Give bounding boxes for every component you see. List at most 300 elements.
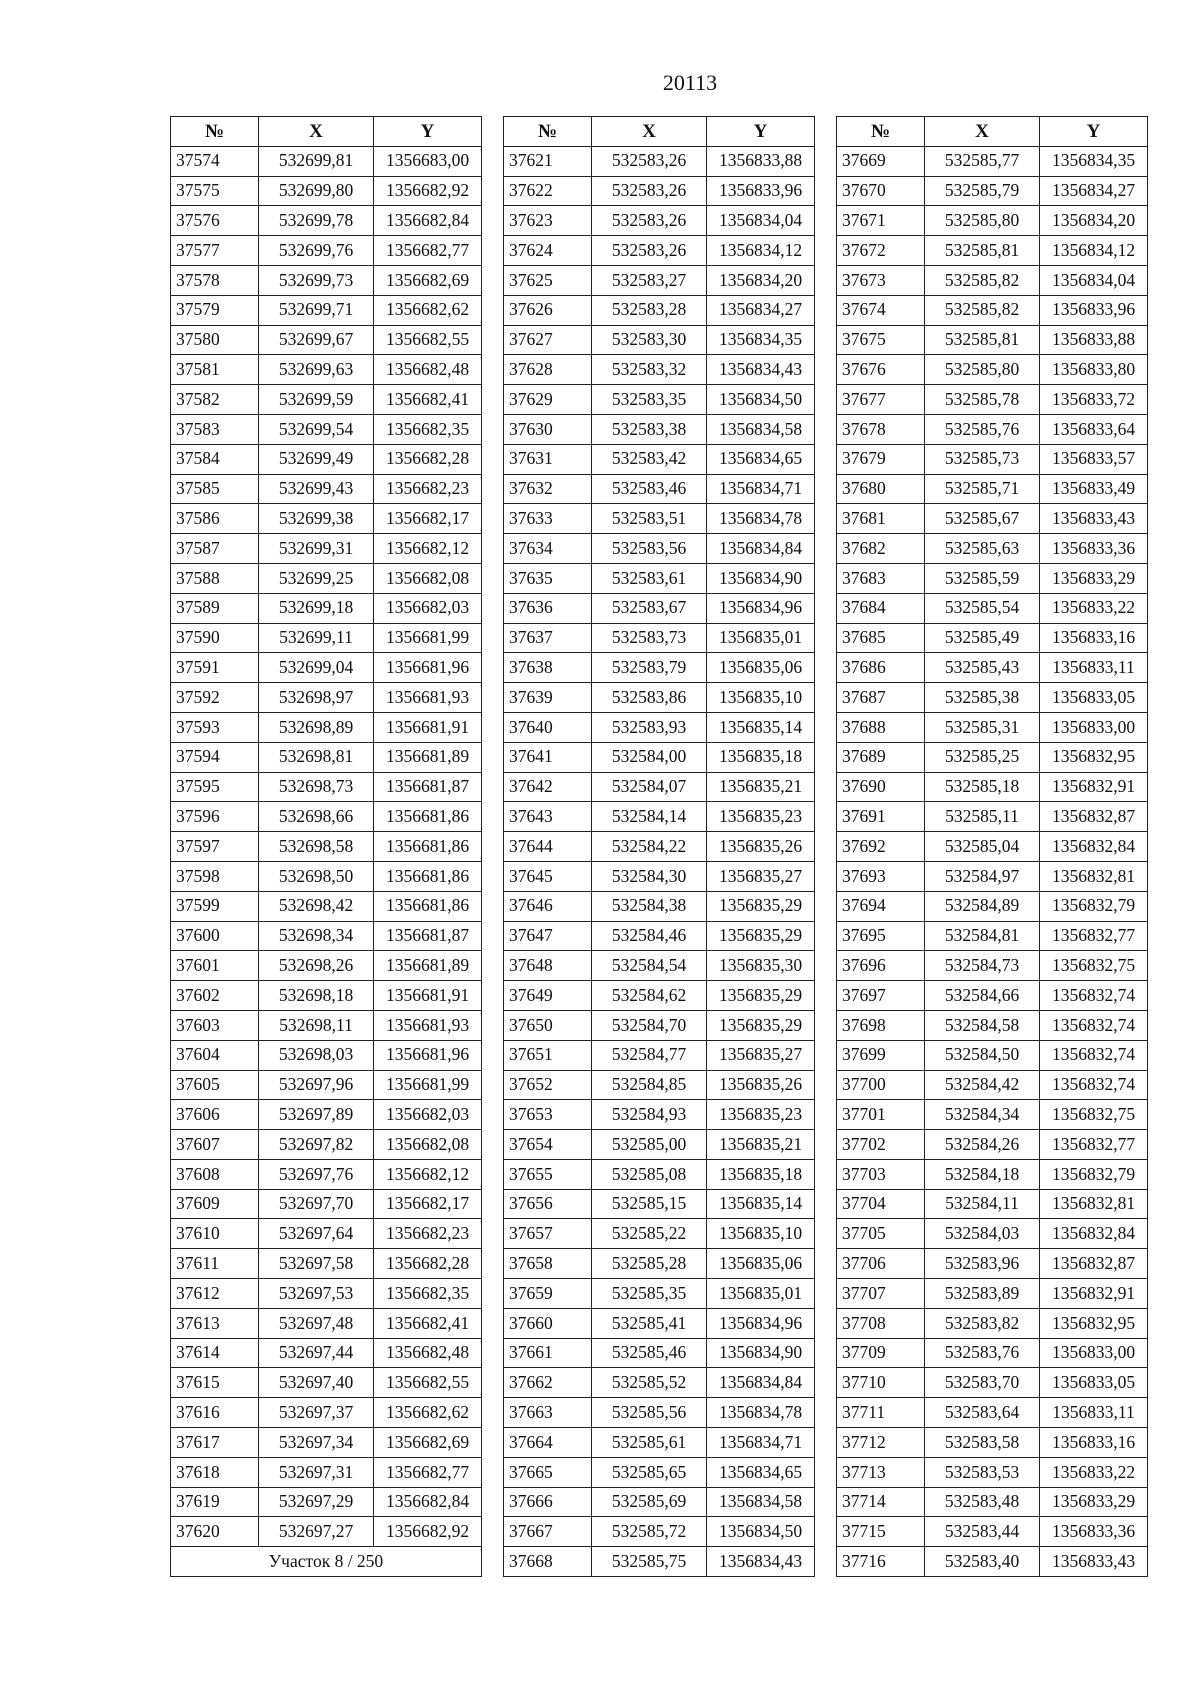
y-coordinate-cell: 1356835,14 [707, 1189, 815, 1219]
x-coordinate-cell: 532697,34 [259, 1428, 374, 1458]
y-coordinate-cell: 1356682,23 [374, 474, 482, 504]
point-number-cell: 37712 [837, 1428, 925, 1458]
point-number-cell: 37648 [504, 951, 592, 981]
point-number-cell: 37700 [837, 1070, 925, 1100]
point-number-cell: 37599 [171, 891, 259, 921]
x-coordinate-cell: 532583,64 [925, 1398, 1040, 1428]
y-coordinate-cell: 1356833,05 [1040, 1368, 1148, 1398]
table-header-row [837, 117, 1148, 147]
table-row [504, 832, 815, 862]
table-row [504, 1100, 815, 1130]
point-number-cell: 37656 [504, 1189, 592, 1219]
y-coordinate-cell: 1356834,96 [707, 593, 815, 623]
x-coordinate-cell: 532583,93 [592, 712, 707, 742]
point-number-cell: 37667 [504, 1517, 592, 1547]
x-coordinate-cell: 532697,64 [259, 1219, 374, 1249]
x-coordinate-cell: 532698,89 [259, 712, 374, 742]
x-coordinate-cell: 532585,54 [925, 593, 1040, 623]
page-number: 20113 [662, 70, 718, 95]
x-coordinate-cell: 532697,29 [259, 1487, 374, 1517]
point-number-cell: 37702 [837, 1130, 925, 1160]
table-row [504, 981, 815, 1011]
table-row [504, 653, 815, 683]
x-coordinate-cell: 532583,89 [925, 1279, 1040, 1309]
table-row [504, 891, 815, 921]
table-row [504, 1279, 815, 1309]
table-row [837, 951, 1148, 981]
point-number-cell: 37672 [837, 236, 925, 266]
table-row [504, 504, 815, 534]
table-row [837, 206, 1148, 236]
table-row [504, 1249, 815, 1279]
point-number-cell: 37619 [171, 1487, 259, 1517]
y-coordinate-cell: 1356832,95 [1040, 742, 1148, 772]
point-number-cell: 37601 [171, 951, 259, 981]
table-row [171, 146, 482, 176]
table-row [837, 355, 1148, 385]
x-coordinate-cell: 532697,31 [259, 1457, 374, 1487]
point-number-cell: 37617 [171, 1428, 259, 1458]
x-coordinate-cell: 532585,80 [925, 355, 1040, 385]
x-coordinate-cell: 532584,42 [925, 1070, 1040, 1100]
point-number-cell: 37627 [504, 325, 592, 355]
point-number-cell: 37687 [837, 683, 925, 713]
table-row [504, 563, 815, 593]
table-row [504, 1159, 815, 1189]
point-number-cell: 37716 [837, 1547, 925, 1577]
point-number-cell: 37584 [171, 444, 259, 474]
y-coordinate-cell: 1356681,99 [374, 623, 482, 653]
table-row [504, 146, 815, 176]
x-coordinate-cell: 532583,70 [925, 1368, 1040, 1398]
table-row [171, 951, 482, 981]
point-number-cell: 37596 [171, 802, 259, 832]
y-coordinate-cell: 1356833,43 [1040, 504, 1148, 534]
x-coordinate-cell: 532583,40 [925, 1547, 1040, 1577]
y-coordinate-cell: 1356835,06 [707, 1249, 815, 1279]
x-coordinate-cell: 532583,61 [592, 563, 707, 593]
point-number-cell: 37691 [837, 802, 925, 832]
table-row [837, 1040, 1148, 1070]
point-number-cell: 37675 [837, 325, 925, 355]
x-coordinate-cell: 532583,46 [592, 474, 707, 504]
column-header-y: Y [374, 117, 482, 147]
table-row [171, 1159, 482, 1189]
y-coordinate-cell: 1356834,71 [707, 474, 815, 504]
x-coordinate-cell: 532585,11 [925, 802, 1040, 832]
y-coordinate-cell: 1356682,92 [374, 1517, 482, 1547]
x-coordinate-cell: 532698,03 [259, 1040, 374, 1070]
y-coordinate-cell: 1356682,17 [374, 504, 482, 534]
point-number-cell: 37607 [171, 1130, 259, 1160]
y-coordinate-cell: 1356832,74 [1040, 981, 1148, 1011]
y-coordinate-cell: 1356681,86 [374, 891, 482, 921]
table-row [504, 474, 815, 504]
point-number-cell: 37613 [171, 1308, 259, 1338]
x-coordinate-cell: 532697,53 [259, 1279, 374, 1309]
table-row [837, 504, 1148, 534]
y-coordinate-cell: 1356832,74 [1040, 1070, 1148, 1100]
table-row [837, 683, 1148, 713]
table-row [837, 861, 1148, 891]
y-coordinate-cell: 1356834,65 [707, 1457, 815, 1487]
x-coordinate-cell: 532699,25 [259, 563, 374, 593]
x-coordinate-cell: 532699,81 [259, 146, 374, 176]
column-header-x: X [925, 117, 1040, 147]
x-coordinate-cell: 532698,34 [259, 921, 374, 951]
table-row [837, 1279, 1148, 1309]
x-coordinate-cell: 532584,93 [592, 1100, 707, 1130]
x-coordinate-cell: 532698,18 [259, 981, 374, 1011]
table-row [837, 1070, 1148, 1100]
table-row [504, 1070, 815, 1100]
x-coordinate-cell: 532585,81 [925, 236, 1040, 266]
coordinates-table-1 [170, 116, 482, 1577]
x-coordinate-cell: 532585,80 [925, 206, 1040, 236]
table-row [837, 832, 1148, 862]
point-number-cell: 37592 [171, 683, 259, 713]
column-header-x: X [592, 117, 707, 147]
table-row [171, 563, 482, 593]
point-number-cell: 37709 [837, 1338, 925, 1368]
point-number-cell: 37666 [504, 1487, 592, 1517]
x-coordinate-cell: 532584,34 [925, 1100, 1040, 1130]
x-coordinate-cell: 532699,67 [259, 325, 374, 355]
table-row [504, 1308, 815, 1338]
x-coordinate-cell: 532584,58 [925, 1010, 1040, 1040]
table-row [837, 385, 1148, 415]
x-coordinate-cell: 532699,76 [259, 236, 374, 266]
y-coordinate-cell: 1356681,86 [374, 802, 482, 832]
table-row [504, 355, 815, 385]
y-coordinate-cell: 1356834,50 [707, 1517, 815, 1547]
table-row [504, 921, 815, 951]
point-number-cell: 37631 [504, 444, 592, 474]
point-number-cell: 37650 [504, 1010, 592, 1040]
point-number-cell: 37641 [504, 742, 592, 772]
y-coordinate-cell: 1356833,22 [1040, 1457, 1148, 1487]
y-coordinate-cell: 1356681,89 [374, 951, 482, 981]
y-coordinate-cell: 1356833,43 [1040, 1547, 1148, 1577]
x-coordinate-cell: 532583,32 [592, 355, 707, 385]
x-coordinate-cell: 532585,59 [925, 563, 1040, 593]
x-coordinate-cell: 532585,78 [925, 385, 1040, 415]
table-row [837, 1368, 1148, 1398]
y-coordinate-cell: 1356833,88 [1040, 325, 1148, 355]
point-number-cell: 37711 [837, 1398, 925, 1428]
point-number-cell: 37654 [504, 1130, 592, 1160]
table-row [171, 295, 482, 325]
table-row [837, 1308, 1148, 1338]
x-coordinate-cell: 532584,22 [592, 832, 707, 862]
point-number-cell: 37668 [504, 1547, 592, 1577]
table-row [504, 295, 815, 325]
point-number-cell: 37682 [837, 534, 925, 564]
x-coordinate-cell: 532584,26 [925, 1130, 1040, 1160]
point-number-cell: 37583 [171, 414, 259, 444]
y-coordinate-cell: 1356683,00 [374, 146, 482, 176]
y-coordinate-cell: 1356834,84 [707, 1368, 815, 1398]
table-row [171, 742, 482, 772]
point-number-cell: 37704 [837, 1189, 925, 1219]
point-number-cell: 37638 [504, 653, 592, 683]
y-coordinate-cell: 1356834,43 [707, 1547, 815, 1577]
table-row [504, 951, 815, 981]
y-coordinate-cell: 1356681,96 [374, 1040, 482, 1070]
y-coordinate-cell: 1356833,80 [1040, 355, 1148, 385]
x-coordinate-cell: 532699,38 [259, 504, 374, 534]
table-row [171, 474, 482, 504]
y-coordinate-cell: 1356832,75 [1040, 1100, 1148, 1130]
point-number-cell: 37680 [837, 474, 925, 504]
point-number-cell: 37665 [504, 1457, 592, 1487]
y-coordinate-cell: 1356834,12 [707, 236, 815, 266]
table-row [837, 981, 1148, 1011]
x-coordinate-cell: 532585,31 [925, 712, 1040, 742]
point-number-cell: 37653 [504, 1100, 592, 1130]
y-coordinate-cell: 1356835,01 [707, 1279, 815, 1309]
point-number-cell: 37715 [837, 1517, 925, 1547]
table-row [837, 176, 1148, 206]
table-row [171, 1308, 482, 1338]
point-number-cell: 37609 [171, 1189, 259, 1219]
point-number-cell: 37582 [171, 385, 259, 415]
table-row [837, 1338, 1148, 1368]
table-row [171, 534, 482, 564]
parcel-label: Участок 8 / 250 [171, 1547, 482, 1577]
point-number-cell: 37698 [837, 1010, 925, 1040]
point-number-cell: 37706 [837, 1249, 925, 1279]
table-row [837, 1010, 1148, 1040]
y-coordinate-cell: 1356681,99 [374, 1070, 482, 1100]
x-coordinate-cell: 532585,69 [592, 1487, 707, 1517]
point-number-cell: 37594 [171, 742, 259, 772]
x-coordinate-cell: 532699,49 [259, 444, 374, 474]
y-coordinate-cell: 1356834,43 [707, 355, 815, 385]
y-coordinate-cell: 1356834,04 [707, 206, 815, 236]
x-coordinate-cell: 532697,96 [259, 1070, 374, 1100]
column-header-x: X [259, 117, 374, 147]
x-coordinate-cell: 532699,80 [259, 176, 374, 206]
y-coordinate-cell: 1356682,28 [374, 444, 482, 474]
y-coordinate-cell: 1356833,57 [1040, 444, 1148, 474]
y-coordinate-cell: 1356682,17 [374, 1189, 482, 1219]
point-number-cell: 37670 [837, 176, 925, 206]
table-row [504, 1130, 815, 1160]
table-row [504, 444, 815, 474]
x-coordinate-cell: 532585,73 [925, 444, 1040, 474]
x-coordinate-cell: 532585,25 [925, 742, 1040, 772]
table-row [504, 1010, 815, 1040]
table-row [837, 444, 1148, 474]
y-coordinate-cell: 1356833,00 [1040, 1338, 1148, 1368]
table-row [504, 414, 815, 444]
x-coordinate-cell: 532699,04 [259, 653, 374, 683]
x-coordinate-cell: 532583,86 [592, 683, 707, 713]
x-coordinate-cell: 532699,11 [259, 623, 374, 653]
table-row [171, 1338, 482, 1368]
y-coordinate-cell: 1356833,49 [1040, 474, 1148, 504]
y-coordinate-cell: 1356832,91 [1040, 772, 1148, 802]
y-coordinate-cell: 1356682,41 [374, 1308, 482, 1338]
point-number-cell: 37604 [171, 1040, 259, 1070]
point-number-cell: 37685 [837, 623, 925, 653]
y-coordinate-cell: 1356832,81 [1040, 1189, 1148, 1219]
y-coordinate-cell: 1356682,69 [374, 265, 482, 295]
x-coordinate-cell: 532584,89 [925, 891, 1040, 921]
x-coordinate-cell: 532583,56 [592, 534, 707, 564]
y-coordinate-cell: 1356834,27 [1040, 176, 1148, 206]
point-number-cell: 37683 [837, 563, 925, 593]
y-coordinate-cell: 1356835,10 [707, 683, 815, 713]
point-number-cell: 37625 [504, 265, 592, 295]
point-number-cell: 37659 [504, 1279, 592, 1309]
table-row [837, 1249, 1148, 1279]
x-coordinate-cell: 532583,48 [925, 1487, 1040, 1517]
x-coordinate-cell: 532697,37 [259, 1398, 374, 1428]
table-header-row [171, 117, 482, 147]
y-coordinate-cell: 1356835,14 [707, 712, 815, 742]
table-row [171, 653, 482, 683]
table-row [837, 295, 1148, 325]
point-number-cell: 37713 [837, 1457, 925, 1487]
y-coordinate-cell: 1356682,55 [374, 325, 482, 355]
table-row [171, 1279, 482, 1309]
table-row [837, 146, 1148, 176]
x-coordinate-cell: 532585,61 [592, 1428, 707, 1458]
x-coordinate-cell: 532583,42 [592, 444, 707, 474]
point-number-cell: 37600 [171, 921, 259, 951]
y-coordinate-cell: 1356681,87 [374, 921, 482, 951]
x-coordinate-cell: 532585,00 [592, 1130, 707, 1160]
point-number-cell: 37615 [171, 1368, 259, 1398]
point-number-cell: 37640 [504, 712, 592, 742]
x-coordinate-cell: 532583,44 [925, 1517, 1040, 1547]
point-number-cell: 37603 [171, 1010, 259, 1040]
point-number-cell: 37676 [837, 355, 925, 385]
y-coordinate-cell: 1356834,20 [1040, 206, 1148, 236]
x-coordinate-cell: 532698,42 [259, 891, 374, 921]
x-coordinate-cell: 532585,15 [592, 1189, 707, 1219]
table-row [504, 1457, 815, 1487]
point-number-cell: 37662 [504, 1368, 592, 1398]
x-coordinate-cell: 532585,08 [592, 1159, 707, 1189]
point-number-cell: 37636 [504, 593, 592, 623]
point-number-cell: 37681 [837, 504, 925, 534]
x-coordinate-cell: 532698,97 [259, 683, 374, 713]
table-row [171, 623, 482, 653]
x-coordinate-cell: 532698,66 [259, 802, 374, 832]
x-coordinate-cell: 532585,77 [925, 146, 1040, 176]
point-number-cell: 37590 [171, 623, 259, 653]
y-coordinate-cell: 1356835,29 [707, 921, 815, 951]
y-coordinate-cell: 1356834,78 [707, 1398, 815, 1428]
table-row [504, 385, 815, 415]
table-row [171, 1010, 482, 1040]
y-coordinate-cell: 1356832,77 [1040, 1130, 1148, 1160]
y-coordinate-cell: 1356835,21 [707, 772, 815, 802]
x-coordinate-cell: 532583,96 [925, 1249, 1040, 1279]
table-row [837, 414, 1148, 444]
table-row [504, 772, 815, 802]
x-coordinate-cell: 532585,35 [592, 1279, 707, 1309]
y-coordinate-cell: 1356835,29 [707, 1010, 815, 1040]
point-number-cell: 37652 [504, 1070, 592, 1100]
table-row [171, 593, 482, 623]
x-coordinate-cell: 532585,41 [592, 1308, 707, 1338]
point-number-cell: 37632 [504, 474, 592, 504]
table-row [171, 355, 482, 385]
y-coordinate-cell: 1356833,16 [1040, 1428, 1148, 1458]
y-coordinate-cell: 1356832,79 [1040, 891, 1148, 921]
point-number-cell: 37610 [171, 1219, 259, 1249]
point-number-cell: 37714 [837, 1487, 925, 1517]
table-footer-row [171, 1547, 482, 1577]
point-number-cell: 37649 [504, 981, 592, 1011]
y-coordinate-cell: 1356832,84 [1040, 832, 1148, 862]
x-coordinate-cell: 532583,58 [925, 1428, 1040, 1458]
table-row [837, 653, 1148, 683]
x-coordinate-cell: 532699,63 [259, 355, 374, 385]
point-number-cell: 37587 [171, 534, 259, 564]
point-number-cell: 37678 [837, 414, 925, 444]
y-coordinate-cell: 1356832,75 [1040, 951, 1148, 981]
y-coordinate-cell: 1356681,91 [374, 981, 482, 1011]
point-number-cell: 37655 [504, 1159, 592, 1189]
x-coordinate-cell: 532584,77 [592, 1040, 707, 1070]
y-coordinate-cell: 1356834,50 [707, 385, 815, 415]
x-coordinate-cell: 532585,67 [925, 504, 1040, 534]
point-number-cell: 37651 [504, 1040, 592, 1070]
x-coordinate-cell: 532697,40 [259, 1368, 374, 1398]
table-row [171, 1040, 482, 1070]
point-number-cell: 37614 [171, 1338, 259, 1368]
point-number-cell: 37658 [504, 1249, 592, 1279]
y-coordinate-cell: 1356833,11 [1040, 653, 1148, 683]
x-coordinate-cell: 532583,67 [592, 593, 707, 623]
point-number-cell: 37677 [837, 385, 925, 415]
x-coordinate-cell: 532697,48 [259, 1308, 374, 1338]
table-row [837, 1457, 1148, 1487]
y-coordinate-cell: 1356835,06 [707, 653, 815, 683]
y-coordinate-cell: 1356833,22 [1040, 593, 1148, 623]
y-coordinate-cell: 1356682,48 [374, 355, 482, 385]
table-row [837, 325, 1148, 355]
table-row [504, 236, 815, 266]
point-number-cell: 37595 [171, 772, 259, 802]
y-coordinate-cell: 1356681,93 [374, 1010, 482, 1040]
x-coordinate-cell: 532584,66 [925, 981, 1040, 1011]
table-row [171, 683, 482, 713]
table-row [504, 325, 815, 355]
x-coordinate-cell: 532697,76 [259, 1159, 374, 1189]
point-number-cell: 37696 [837, 951, 925, 981]
x-coordinate-cell: 532583,76 [925, 1338, 1040, 1368]
point-number-cell: 37690 [837, 772, 925, 802]
x-coordinate-cell: 532585,82 [925, 295, 1040, 325]
point-number-cell: 37701 [837, 1100, 925, 1130]
x-coordinate-cell: 532697,89 [259, 1100, 374, 1130]
x-coordinate-cell: 532698,81 [259, 742, 374, 772]
point-number-cell: 37633 [504, 504, 592, 534]
table-row [837, 712, 1148, 742]
point-number-cell: 37671 [837, 206, 925, 236]
table-row [504, 1487, 815, 1517]
table-row [171, 1189, 482, 1219]
table-row [171, 891, 482, 921]
table-row [171, 1368, 482, 1398]
y-coordinate-cell: 1356834,71 [707, 1428, 815, 1458]
